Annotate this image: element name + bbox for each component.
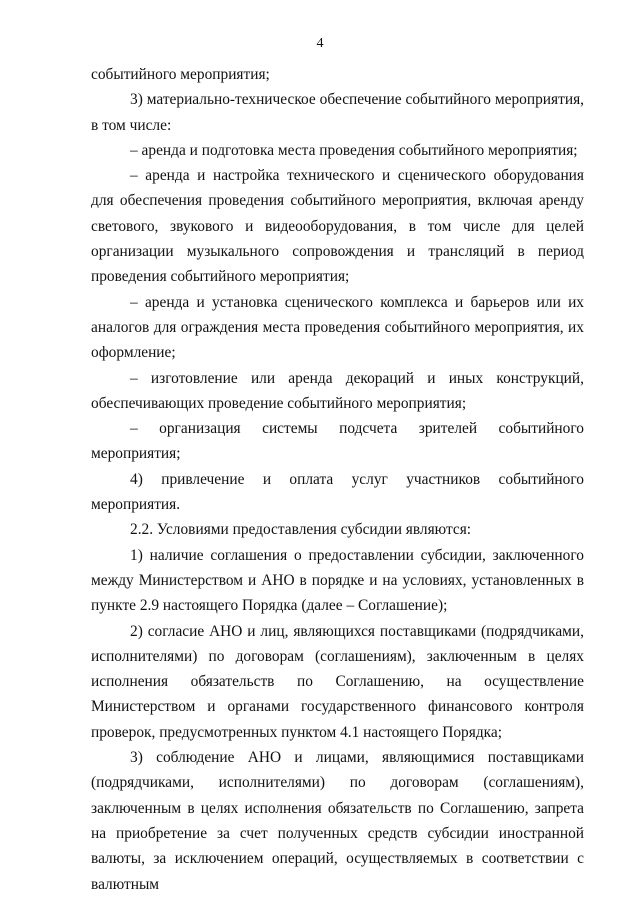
paragraph-dash-decorations: – изготовление или аренда декораций и иных конструкций, обеспечивающих проведение событийного мероприятия; xyxy=(91,369,584,412)
paragraph-dash-spectator-counting: – организация системы подсчета зрителей событийного мероприятия; xyxy=(91,420,584,463)
paragraph-dash-equipment-rental: – аренда и настройка технического и сценического оборудования для обеспечения проведения событийного мероприятия, включая аренду светового, звукового и видеооборудования, в том числе для целей организации музыкального сопровождения и трансляций в период проведения событийного мероприятия; xyxy=(91,167,584,286)
paragraph-condition-2: 2) согласие АНО и лиц, являющихся поставщиками (подрядчиками, исполнителями) по договорам (соглашениям), заключенным в целях исполнения обязательств по Соглашению, на осуществление Министерством и органами государственного финансового контроля проверок, предусмотренных пунктом 4.1 настоящего Порядка; xyxy=(91,622,584,741)
paragraph-condition-3: 3) соблюдение АНО и лицами, являющимися поставщиками (подрядчиками, исполнителями) по договорам (соглашениям), заключенным в целях исполнения обязательств по Соглашению, запрета на приобретение за счет полученных средств субсидии иностранной валюты, за исключением операций, осуществляемых в соответствии с валютным xyxy=(91,749,584,893)
page-number: 4 xyxy=(316,36,324,51)
paragraph-dash-stage-barriers: – аренда и установка сценического комплекса и барьеров или их аналогов для ограждения места проведения событийного мероприятия, их оформление; xyxy=(91,293,584,362)
paragraph-item-4: 4) привлечение и оплата услуг участников событийного мероприятия. xyxy=(91,470,584,514)
paragraph-dash-venue-rental: – аренда и подготовка места проведения событийного мероприятия; xyxy=(130,141,578,159)
paragraph-item-3: 3) материально-техническое обеспечение событийного мероприятия, в том числе: xyxy=(91,91,584,134)
paragraph-condition-1: 1) наличие соглашения о предоставлении субсидии, заключенного между Министерством и АНО в порядке и на условиях, установленных в пункте 2.9 настоящего Порядка (далее – Соглашение); xyxy=(91,546,584,615)
document-body xyxy=(91,62,584,897)
paragraph-continuation: событийного мероприятия; xyxy=(91,66,270,83)
paragraph-section-2-2: 2.2. Условиями предоставления субсидии являются: xyxy=(130,521,472,539)
